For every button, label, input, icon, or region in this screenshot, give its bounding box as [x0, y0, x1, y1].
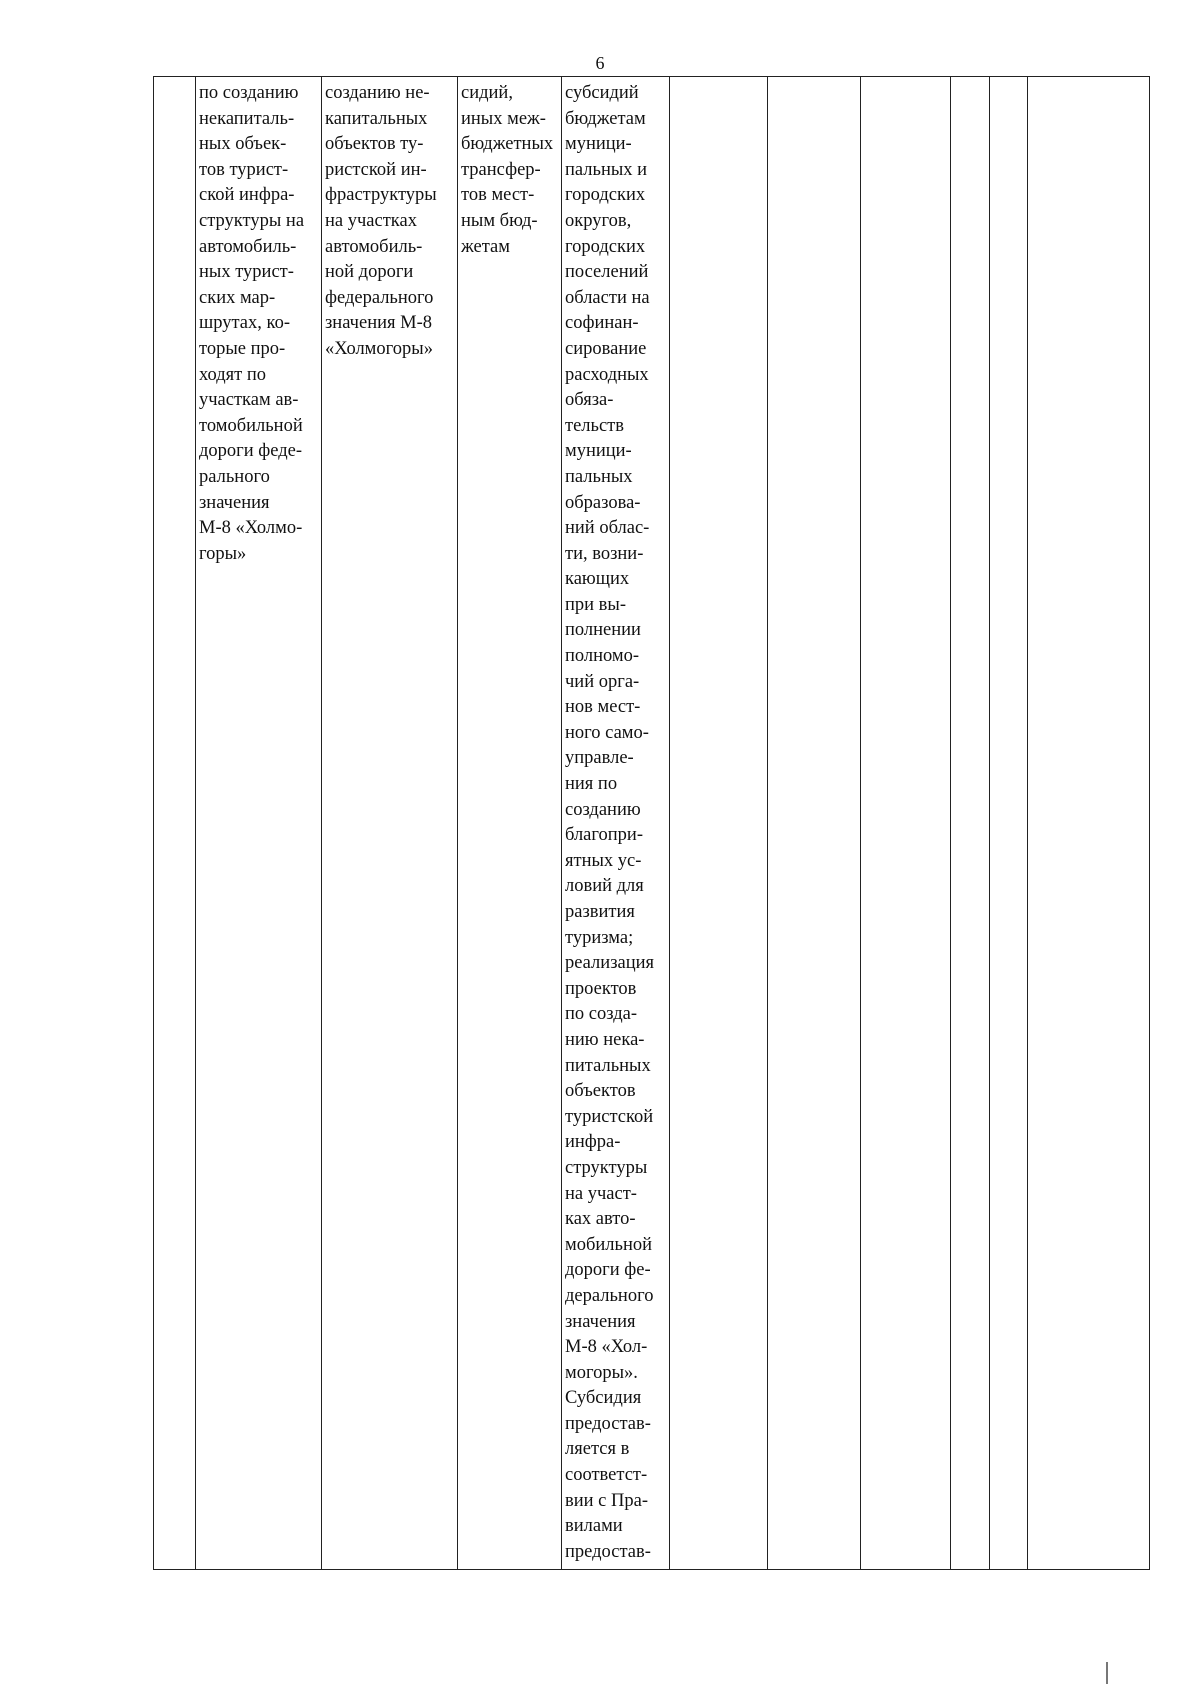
table-cell-col-10 — [990, 77, 1028, 1570]
table-cell-col-2: по созданию некапиталь- ных объек- тов турист- ской инфра- структуры на автомобиль- ных турист- ских мар- шрутах, ко- торые про- ходят по участкам ав- томобильной дороги феде- рального значения М-8 «Холмо- горы» — [196, 77, 322, 1570]
table-cell-col-6 — [670, 77, 768, 1570]
page-number: 6 — [595, 53, 605, 73]
table-cell-col-1 — [154, 77, 196, 1570]
table-cell-col-7 — [768, 77, 861, 1570]
table-cell-col-3: созданию не- капитальных объектов ту- ристской ин- фраструктуры на участках автомобиль- ной дороги федерального значения М-8 «Холмогоры» — [322, 77, 458, 1570]
table-cell-col-8 — [861, 77, 951, 1570]
table-cell-col-9 — [951, 77, 990, 1570]
document-table — [153, 76, 1150, 1570]
table-cell-col-4: сидий, иных меж- бюджетных трансфер- тов мест- ным бюд- жетам — [458, 77, 562, 1570]
table-cell-col-11 — [1028, 77, 1150, 1570]
table-row — [154, 77, 1150, 1570]
scan-mark — [1106, 1662, 1108, 1684]
table-cell-col-5: субсидий бюджетам муници- пальных и городских округов, городских поселений области на софинан- сирование расходных обяза- тельств муници- пальных образова- ний облас- ти, возни- кающих при вы- полнении полномо- чий орга- нов мест- ного само- управле- ния по созданию благопри- ятных ус- ловий для развития туризма; реализация проектов по созда- нию нека- питальных объектов туристской инфра- структуры на участ- ках авто- мобильной дороги фе- дерального значения М-8 «Хол- могоры». Субсидия предостав- ляется в соответст- вии с Пра- вилами предостав- — [562, 77, 670, 1570]
